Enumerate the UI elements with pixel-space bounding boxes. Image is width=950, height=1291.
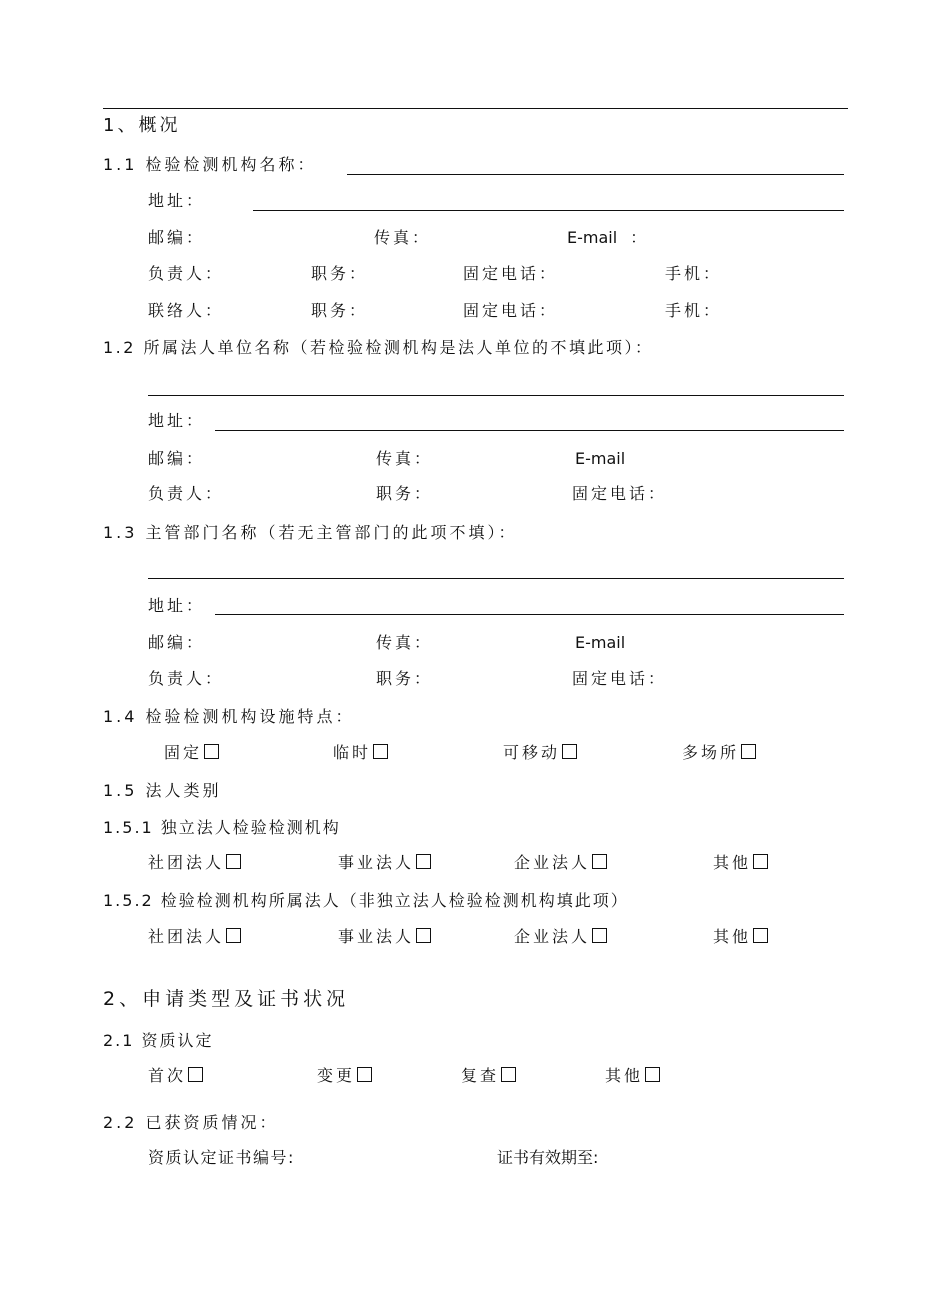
legal-entity-email-label: E-mail (575, 449, 626, 468)
affiliated-enterprise-checkbox[interactable] (592, 928, 607, 943)
legal-entity-phone-label: 固定电话： (572, 484, 668, 503)
org-contact-mobile-label: 手机： (665, 301, 723, 320)
facility-option-multisite: 多场所 (682, 742, 756, 764)
qualification-option-other: 其他 (605, 1065, 660, 1087)
authority-phone-label: 固定电话： (572, 669, 668, 688)
facility-mobile-checkbox[interactable] (562, 744, 577, 759)
header-rule (103, 108, 848, 109)
independent-option-public: 事业法人 (338, 852, 431, 874)
qualification-option-change: 变更 (317, 1065, 372, 1087)
authority-postcode-label: 邮编： (148, 633, 206, 652)
legal-entity-label: 1.2 所属法人单位名称（若检验检测机构是法人单位的不填此项）： (103, 338, 654, 357)
org-fax-label: 传真： (374, 228, 432, 247)
affiliated-public-checkbox[interactable] (416, 928, 431, 943)
org-postcode-label: 邮编： (148, 228, 206, 247)
independent-public-checkbox[interactable] (416, 854, 431, 869)
facility-option-temporary: 临时 (333, 742, 388, 764)
qualification-first-checkbox[interactable] (188, 1067, 203, 1082)
qualification-label: 2.1 资质认定 (103, 1031, 214, 1050)
section-1-title: 1、概况 (103, 115, 181, 136)
affiliated-option-enterprise: 企业法人 (514, 926, 607, 948)
affiliated-option-other: 其他 (713, 926, 768, 948)
qualification-option-first: 首次 (148, 1065, 203, 1087)
org-head-mobile-label: 手机： (665, 264, 723, 283)
org-address-label: 地址： (148, 191, 206, 210)
org-head-label: 负责人： (148, 264, 225, 283)
qualification-review-checkbox[interactable] (501, 1067, 516, 1082)
obtained-qualification-label: 2.2 已获资质情况： (103, 1113, 279, 1132)
legal-entity-post-label: 职务： (376, 484, 434, 503)
cert-valid-until-label: 证书有效期至: (497, 1148, 599, 1167)
authority-name-field[interactable] (148, 556, 844, 579)
legal-entity-name-field[interactable] (148, 373, 844, 396)
cert-number-label: 资质认定证书编号: (148, 1148, 295, 1167)
legal-entity-postcode-label: 邮编： (148, 449, 206, 468)
affiliated-option-public: 事业法人 (338, 926, 431, 948)
legal-entity-address-label: 地址： (148, 411, 206, 430)
authority-email-label: E-mail (575, 633, 626, 652)
facility-option-mobile: 可移动 (503, 742, 577, 764)
legal-entity-head-label: 负责人： (148, 484, 225, 503)
affiliated-legal-label: 1.5.2 检验检测机构所属法人（非独立法人检验检测机构填此项） (103, 891, 629, 910)
legal-entity-address-field[interactable] (215, 408, 844, 431)
independent-social-checkbox[interactable] (226, 854, 241, 869)
independent-enterprise-checkbox[interactable] (592, 854, 607, 869)
qualification-option-review: 复查 (461, 1065, 516, 1087)
org-head-phone-label: 固定电话： (463, 264, 559, 283)
affiliated-option-social: 社团法人 (148, 926, 241, 948)
section-2-title: 2、申请类型及证书状况 (103, 988, 350, 1010)
facility-option-fixed: 固定 (164, 742, 219, 764)
org-contact-phone-label: 固定电话： (463, 301, 559, 320)
authority-post-label: 职务： (376, 669, 434, 688)
org-name-label: 1.1 检验检测机构名称： (103, 155, 317, 174)
org-name-field[interactable] (347, 152, 844, 175)
independent-option-social: 社团法人 (148, 852, 241, 874)
legal-type-label: 1.5 法人类别 (103, 781, 222, 800)
authority-label: 1.3 主管部门名称（若无主管部门的此项不填）： (103, 523, 518, 542)
independent-legal-label: 1.5.1 独立法人检验检测机构 (103, 818, 341, 837)
facility-multisite-checkbox[interactable] (741, 744, 756, 759)
org-contact-label: 联络人： (148, 301, 225, 320)
qualification-other-checkbox[interactable] (645, 1067, 660, 1082)
independent-other-checkbox[interactable] (753, 854, 768, 869)
qualification-change-checkbox[interactable] (357, 1067, 372, 1082)
org-head-post-label: 职务： (311, 264, 369, 283)
facility-fixed-checkbox[interactable] (204, 744, 219, 759)
authority-fax-label: 传真： (376, 633, 434, 652)
org-contact-post-label: 职务： (311, 301, 369, 320)
affiliated-other-checkbox[interactable] (753, 928, 768, 943)
facility-label: 1.4 检验检测机构设施特点： (103, 707, 355, 726)
independent-option-other: 其他 (713, 852, 768, 874)
authority-head-label: 负责人： (148, 669, 225, 688)
facility-temporary-checkbox[interactable] (373, 744, 388, 759)
authority-address-label: 地址： (148, 596, 206, 615)
org-address-field[interactable] (253, 188, 844, 211)
legal-entity-fax-label: 传真： (376, 449, 434, 468)
authority-address-field[interactable] (215, 592, 844, 615)
independent-option-enterprise: 企业法人 (514, 852, 607, 874)
org-email-label: E-mail ： (567, 228, 647, 247)
affiliated-social-checkbox[interactable] (226, 928, 241, 943)
